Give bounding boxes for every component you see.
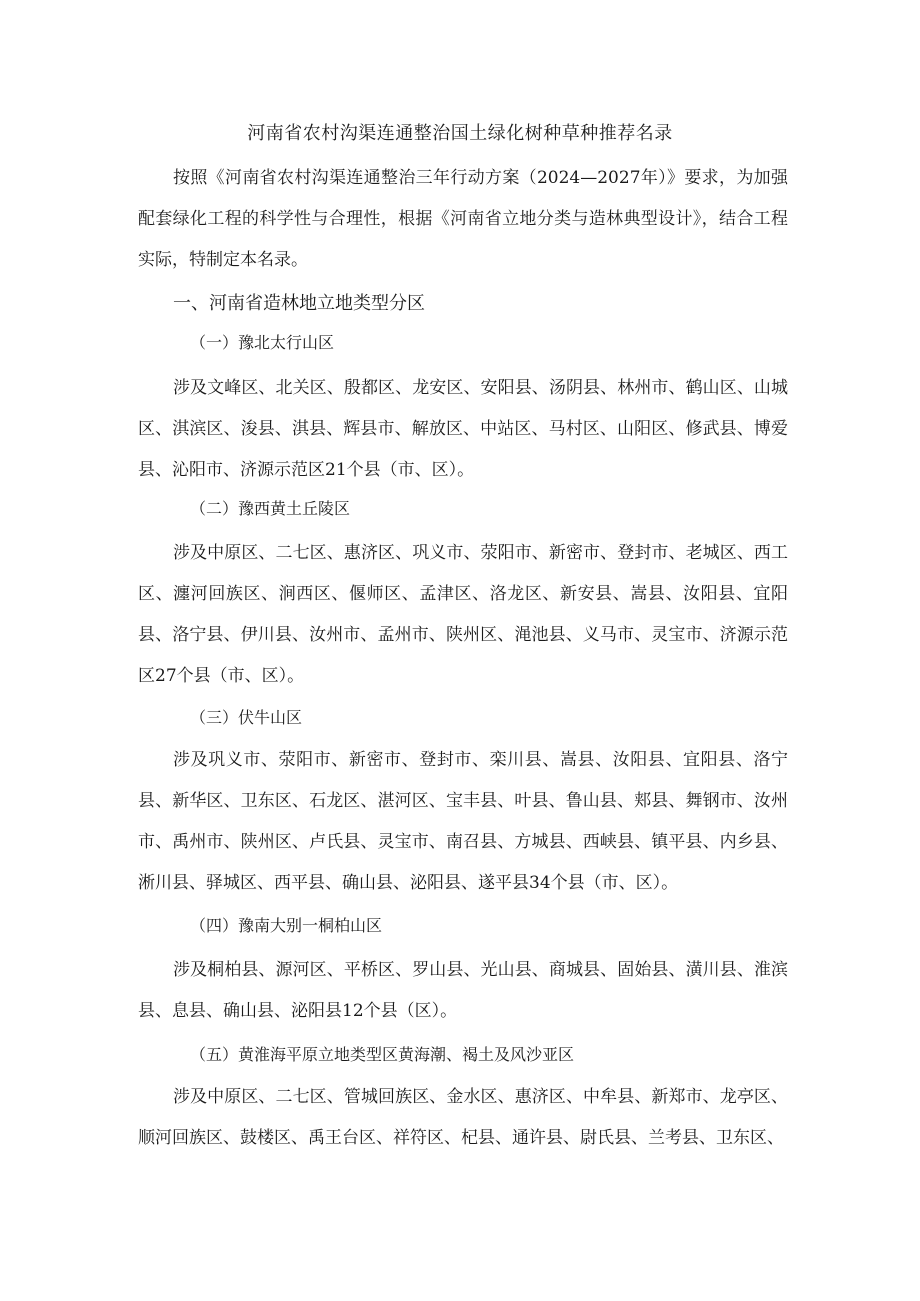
zone-title-3: （三）伏牛山区 — [190, 708, 303, 727]
zone-body-5: 涉及中原区、二七区、管城回族区、金水区、惠济区、中牟县、新郑市、龙亭区、顺河回族区、鼓楼区、禹王台区、祥符区、杞县、通许县、尉氏县、兰考县、卫东区、 — [138, 1087, 788, 1148]
zone-body-2: 涉及中原区、二七区、惠济区、巩义市、荥阳市、新密市、登封市、老城区、西工区、瀍河回族区、涧西区、偃师区、孟津区、洛龙区、新安县、嵩县、汝阳县、宜阳县、洛宁县、伊川县、汝州市、孟州市、陕州区、渑池县、义马市、灵宝市、济源示范区27个县（市、区）。 — [138, 543, 788, 686]
document-title: 河南省农村沟渠连通整治国土绿化树种草种推荐名录 — [247, 123, 673, 144]
zone-title-4: （四）豫南大别一桐柏山区 — [190, 916, 383, 935]
zone-title-2: （二）豫西黄土丘陵区 — [190, 499, 351, 518]
zone-title-5: （五）黄淮海平原立地类型区黄海潮、褐土及风沙亚区 — [190, 1045, 575, 1064]
intro-paragraph: 按照《河南省农村沟渠连通整治三年行动方案（2024—2027年）》要求，为加强配套绿化工程的科学性与合理性，根据《河南省立地分类与造林典型设计》，结合工程实际，特制定本名录。 — [138, 168, 788, 270]
zone-body-4: 涉及桐柏县、源河区、平桥区、罗山县、光山县、商城县、固始县、潢川县、淮滨县、息县、确山县、泌阳县12个县（区）。 — [138, 960, 788, 1021]
section-heading: 一、河南省造林地立地类型分区 — [173, 293, 425, 314]
zone-body-3: 涉及巩义市、荥阳市、新密市、登封市、栾川县、嵩县、汝阳县、宜阳县、洛宁县、新华区、卫东区、石龙区、湛河区、宝丰县、叶县、鲁山县、郏县、舞钢市、汝州市、禹州市、陕州区、卢氏县、灵宝市、南召县、方城县、西峡县、镇平县、内乡县、淅川县、驿城区、西平县、确山县、泌阳县、遂平县34个县（市、区）。 — [138, 750, 788, 893]
zone-body-1: 涉及文峰区、北关区、殷都区、龙安区、安阳县、汤阴县、林州市、鹤山区、山城区、淇滨区、浚县、淇县、辉县市、解放区、中站区、马村区、山阳区、修武县、博爱县、沁阳市、济源示范区21个县（市、区）。 — [138, 378, 788, 480]
zone-title-1: （一）豫北太行山区 — [190, 333, 335, 352]
